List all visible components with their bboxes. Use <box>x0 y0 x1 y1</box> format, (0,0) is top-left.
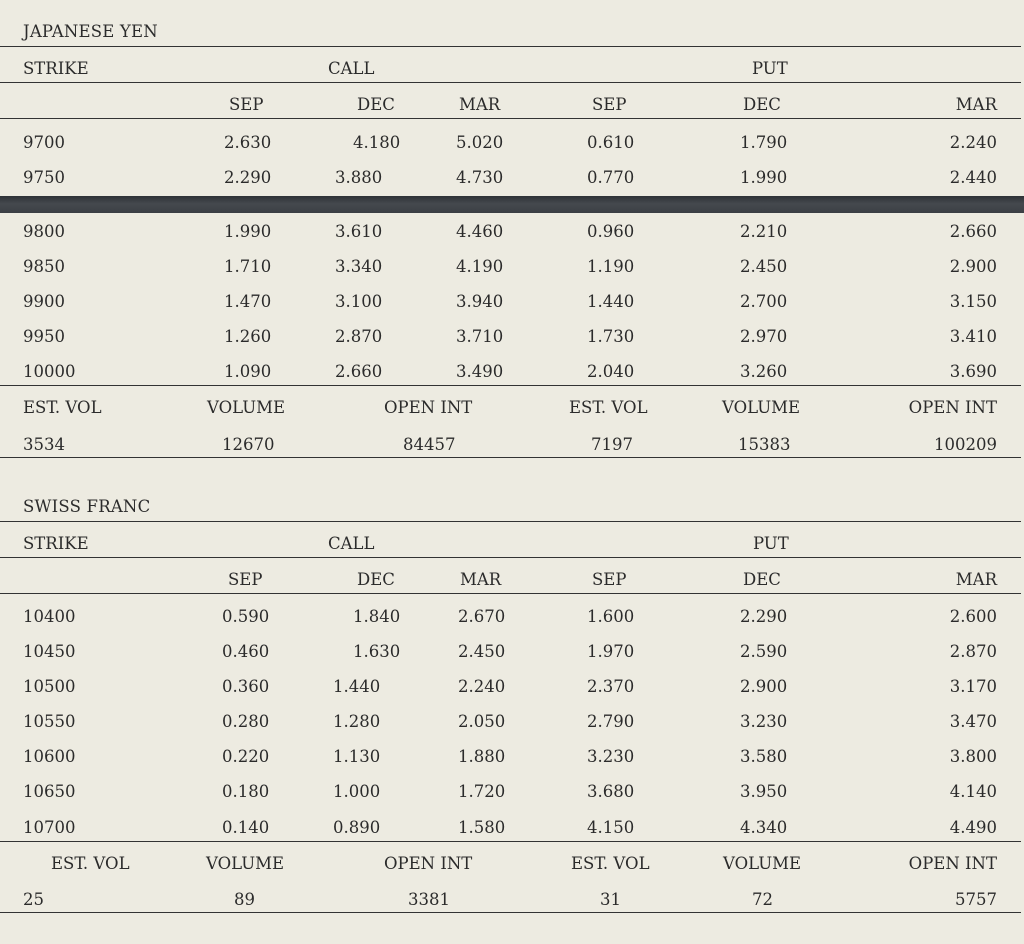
strike-cell: 10000 <box>23 362 76 381</box>
strike-header: STRIKE <box>23 534 89 553</box>
call-mar-cell: 1.580 <box>458 818 506 837</box>
call-sep-cell: 0.280 <box>222 712 270 731</box>
put-sep-header: SEP <box>592 95 627 114</box>
put-mar-cell: 4.490 <box>949 818 997 837</box>
strike-header: STRIKE <box>23 59 89 78</box>
call-mar-cell: 1.880 <box>458 747 506 766</box>
volume-label: VOLUME <box>207 398 286 417</box>
call-header: CALL <box>328 534 375 553</box>
put-sep-cell: 1.190 <box>587 257 635 276</box>
put-dec-cell: 1.990 <box>740 168 788 187</box>
open-int-label: OPEN INT <box>908 854 997 873</box>
put-mar-header: MAR <box>955 570 997 589</box>
put-dec-cell: 3.580 <box>740 747 788 766</box>
strike-cell: 10600 <box>23 747 76 766</box>
call-sep-cell: 0.590 <box>222 607 270 626</box>
divider <box>0 118 1021 119</box>
put-mar-cell: 2.900 <box>949 257 997 276</box>
put-mar-cell: 3.410 <box>949 327 997 346</box>
call-mar-cell: 4.460 <box>456 222 504 241</box>
call-mar-cell: 4.730 <box>456 168 504 187</box>
divider <box>0 457 1021 458</box>
call-dec-cell: 3.880 <box>335 168 383 187</box>
divider <box>0 385 1021 386</box>
call-sep-cell: 2.630 <box>224 133 272 152</box>
call-dec-cell: 1.130 <box>333 747 381 766</box>
put-sep-cell: 0.610 <box>587 133 635 152</box>
call-sep-cell: 0.180 <box>222 782 270 801</box>
est-vol-label: EST. VOL <box>569 398 648 417</box>
put-sep-cell: 3.230 <box>587 747 635 766</box>
put-dec-cell: 2.970 <box>740 327 788 346</box>
call-dec-header: DEC <box>357 95 395 114</box>
call-dec-cell: 2.870 <box>335 327 383 346</box>
divider <box>0 46 1021 47</box>
open-int-label: OPEN INT <box>384 854 473 873</box>
put-dec-cell: 3.950 <box>740 782 788 801</box>
call-mar-cell: 3.710 <box>456 327 504 346</box>
call-dec-header: DEC <box>357 570 395 589</box>
strike-cell: 10450 <box>23 642 76 661</box>
call-mar-cell: 4.190 <box>456 257 504 276</box>
call-mar-cell: 2.240 <box>458 677 506 696</box>
put-mar-cell: 3.150 <box>949 292 997 311</box>
put-dec-cell: 2.210 <box>740 222 788 241</box>
scroll-divider-bar <box>0 196 1024 213</box>
strike-cell: 9750 <box>23 168 65 187</box>
strike-cell: 10400 <box>23 607 76 626</box>
divider <box>0 593 1021 594</box>
put-sep-header: SEP <box>592 570 627 589</box>
put-mar-cell: 3.170 <box>949 677 997 696</box>
volume-value: 15383 <box>738 435 791 454</box>
call-mar-cell: 1.720 <box>458 782 506 801</box>
put-mar-cell: 2.870 <box>949 642 997 661</box>
put-dec-cell: 2.900 <box>740 677 788 696</box>
call-sep-cell: 2.290 <box>224 168 272 187</box>
est-vol-value: 25 <box>23 890 44 909</box>
put-mar-header: MAR <box>955 95 997 114</box>
put-sep-cell: 3.680 <box>587 782 635 801</box>
put-mar-cell: 2.440 <box>949 168 997 187</box>
put-sep-cell: 2.370 <box>587 677 635 696</box>
call-mar-cell: 2.670 <box>458 607 506 626</box>
call-dec-cell: 3.100 <box>335 292 383 311</box>
put-sep-cell: 1.440 <box>587 292 635 311</box>
strike-cell: 9850 <box>23 257 65 276</box>
put-dec-cell: 2.590 <box>740 642 788 661</box>
put-dec-cell: 3.230 <box>740 712 788 731</box>
put-dec-cell: 2.290 <box>740 607 788 626</box>
put-mar-cell: 2.660 <box>949 222 997 241</box>
call-sep-cell: 1.090 <box>224 362 272 381</box>
divider <box>0 557 1021 558</box>
put-sep-cell: 0.770 <box>587 168 635 187</box>
put-header: PUT <box>753 534 789 553</box>
call-header: CALL <box>328 59 375 78</box>
put-dec-header: DEC <box>743 95 781 114</box>
call-mar-cell: 2.050 <box>458 712 506 731</box>
open-int-value: 100209 <box>934 435 997 454</box>
section-title: JAPANESE YEN <box>23 22 158 41</box>
call-sep-cell: 1.990 <box>224 222 272 241</box>
strike-cell: 10550 <box>23 712 76 731</box>
call-dec-cell: 0.890 <box>333 818 381 837</box>
open-int-value: 5757 <box>955 890 997 909</box>
est-vol-label: EST. VOL <box>23 398 102 417</box>
divider <box>0 521 1021 522</box>
put-mar-cell: 3.470 <box>949 712 997 731</box>
call-sep-header: SEP <box>229 95 264 114</box>
put-mar-cell: 3.800 <box>949 747 997 766</box>
call-sep-cell: 0.460 <box>222 642 270 661</box>
strike-cell: 9700 <box>23 133 65 152</box>
est-vol-value: 31 <box>600 890 621 909</box>
est-vol-label: EST. VOL <box>51 854 130 873</box>
put-dec-cell: 3.260 <box>740 362 788 381</box>
divider <box>0 841 1021 842</box>
call-dec-cell: 3.340 <box>335 257 383 276</box>
call-dec-cell: 1.280 <box>333 712 381 731</box>
put-sep-cell: 2.790 <box>587 712 635 731</box>
call-dec-cell: 1.840 <box>353 607 401 626</box>
call-dec-cell: 1.440 <box>333 677 381 696</box>
call-mar-cell: 2.450 <box>458 642 506 661</box>
put-mar-cell: 2.600 <box>949 607 997 626</box>
volume-value: 12670 <box>222 435 275 454</box>
strike-cell: 10500 <box>23 677 76 696</box>
est-vol-label: EST. VOL <box>571 854 650 873</box>
strike-cell: 9950 <box>23 327 65 346</box>
strike-cell: 9800 <box>23 222 65 241</box>
strike-cell: 10700 <box>23 818 76 837</box>
est-vol-value: 3534 <box>23 435 65 454</box>
call-sep-cell: 0.360 <box>222 677 270 696</box>
divider <box>0 82 1021 83</box>
put-mar-cell: 2.240 <box>949 133 997 152</box>
call-mar-cell: 3.940 <box>456 292 504 311</box>
call-mar-cell: 5.020 <box>456 133 504 152</box>
call-dec-cell: 4.180 <box>353 133 401 152</box>
strike-cell: 10650 <box>23 782 76 801</box>
call-dec-cell: 1.000 <box>333 782 381 801</box>
volume-label: VOLUME <box>722 398 801 417</box>
section-title: SWISS FRANC <box>23 497 151 516</box>
put-mar-cell: 4.140 <box>949 782 997 801</box>
call-mar-cell: 3.490 <box>456 362 504 381</box>
put-sep-cell: 1.970 <box>587 642 635 661</box>
volume-value: 72 <box>752 890 773 909</box>
call-sep-header: SEP <box>228 570 263 589</box>
volume-label: VOLUME <box>723 854 802 873</box>
call-sep-cell: 0.140 <box>222 818 270 837</box>
put-mar-cell: 3.690 <box>949 362 997 381</box>
open-int-value: 84457 <box>403 435 456 454</box>
call-dec-cell: 3.610 <box>335 222 383 241</box>
put-sep-cell: 2.040 <box>587 362 635 381</box>
put-sep-cell: 1.730 <box>587 327 635 346</box>
put-dec-cell: 2.450 <box>740 257 788 276</box>
volume-label: VOLUME <box>206 854 285 873</box>
call-sep-cell: 1.470 <box>224 292 272 311</box>
call-dec-cell: 2.660 <box>335 362 383 381</box>
volume-value: 89 <box>234 890 255 909</box>
open-int-value: 3381 <box>408 890 450 909</box>
put-dec-cell: 2.700 <box>740 292 788 311</box>
put-sep-cell: 1.600 <box>587 607 635 626</box>
call-dec-cell: 1.630 <box>353 642 401 661</box>
put-sep-cell: 4.150 <box>587 818 635 837</box>
put-header: PUT <box>752 59 788 78</box>
call-sep-cell: 1.260 <box>224 327 272 346</box>
call-mar-header: MAR <box>459 95 501 114</box>
call-sep-cell: 0.220 <box>222 747 270 766</box>
put-dec-cell: 4.340 <box>740 818 788 837</box>
put-dec-header: DEC <box>743 570 781 589</box>
put-sep-cell: 0.960 <box>587 222 635 241</box>
call-mar-header: MAR <box>460 570 502 589</box>
open-int-label: OPEN INT <box>384 398 473 417</box>
call-sep-cell: 1.710 <box>224 257 272 276</box>
est-vol-value: 7197 <box>591 435 633 454</box>
put-dec-cell: 1.790 <box>740 133 788 152</box>
open-int-label: OPEN INT <box>908 398 997 417</box>
divider <box>0 912 1021 913</box>
strike-cell: 9900 <box>23 292 65 311</box>
